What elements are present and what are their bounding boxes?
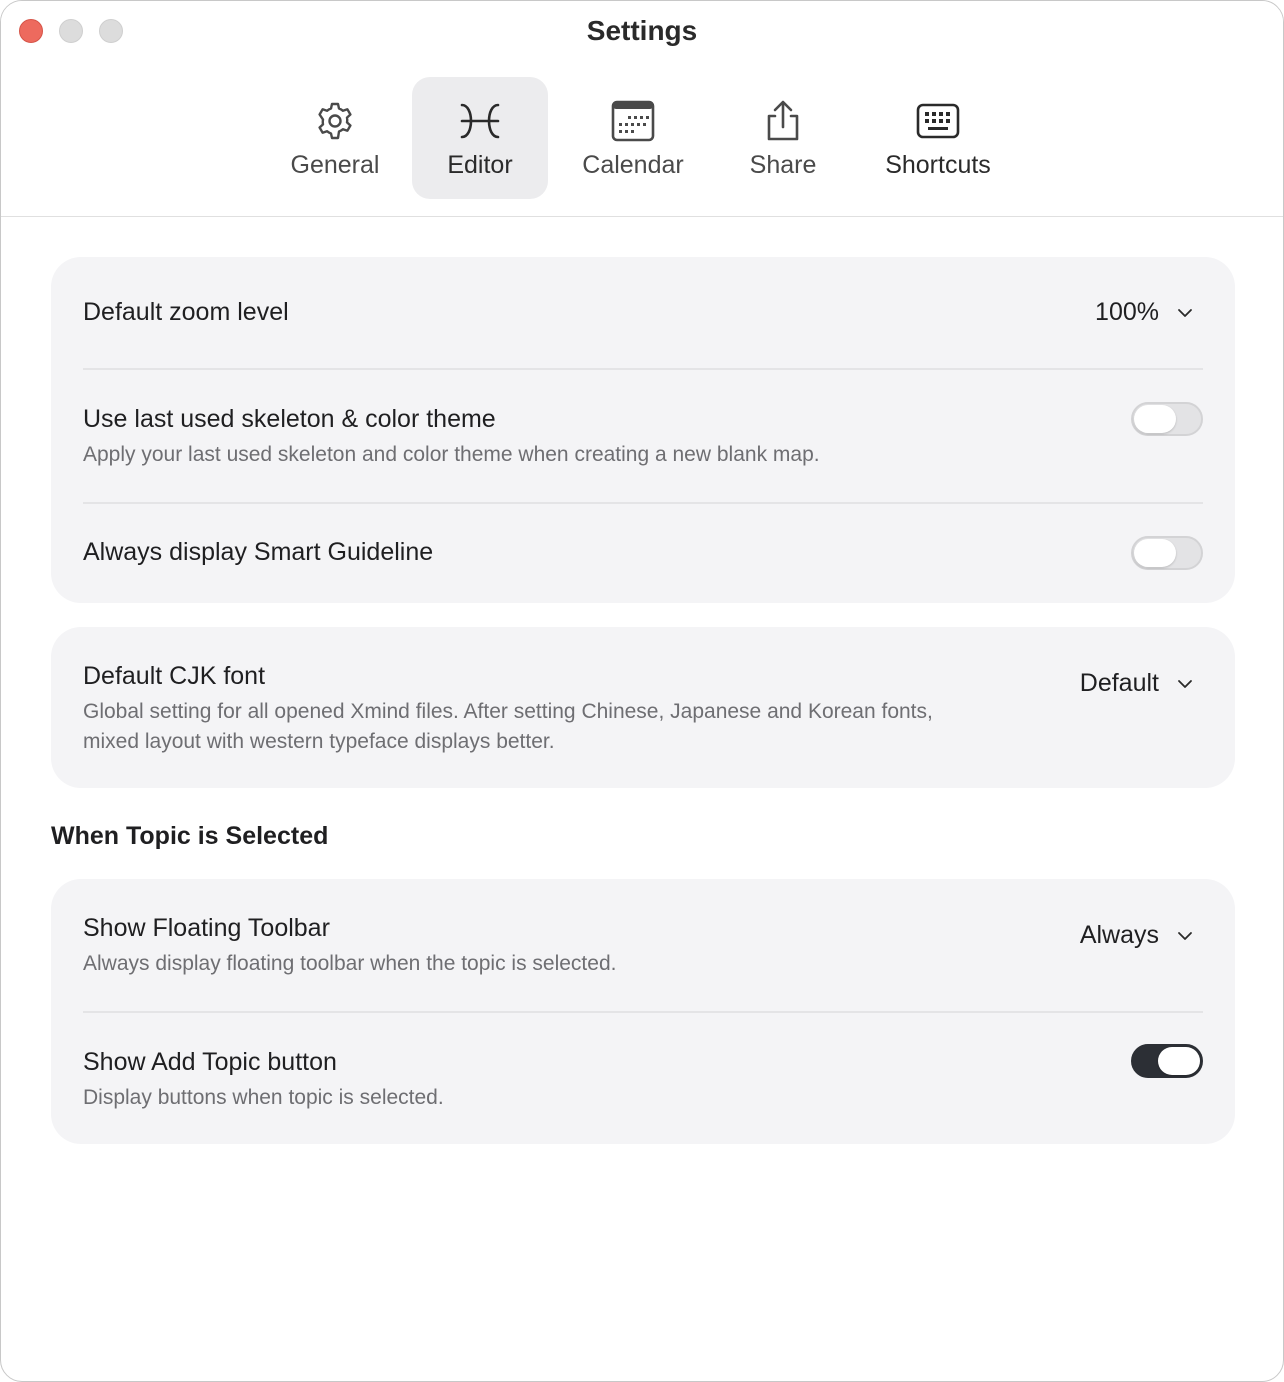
zoom-level-dropdown[interactable]	[1095, 298, 1193, 327]
add-topic-button-label: Show Add Topic button	[83, 1048, 337, 1076]
default-zoom-row	[83, 257, 1203, 369]
tab-calendar[interactable]	[565, 77, 701, 199]
skeleton-theme-row	[83, 370, 1203, 502]
cjk-font-label: Default CJK font	[83, 662, 266, 690]
tab-calendar-label: Calendar	[582, 151, 684, 179]
gear-icon	[313, 99, 357, 143]
add-topic-button-row	[83, 1013, 1203, 1144]
default-zoom-label: Default zoom level	[83, 298, 289, 326]
tab-editor[interactable]	[412, 77, 548, 199]
floating-toolbar-row	[83, 879, 1203, 1011]
settings-tabs	[1, 77, 1283, 199]
share-icon	[761, 99, 805, 143]
cjk-font-description-line1: Global setting for all opened Xmind files. After setting Chinese, Japanese and Korean fonts,	[83, 700, 933, 723]
floating-toolbar-dropdown[interactable]	[1080, 921, 1193, 950]
zoom-level-value: 100%	[1095, 298, 1159, 326]
toggle-knob	[1158, 1047, 1200, 1075]
floating-toolbar-description: Always display floating toolbar when the topic is selected.	[83, 952, 617, 975]
cjk-font-dropdown[interactable]	[1080, 669, 1193, 698]
cjk-font-description-line2: mixed layout with western typeface displays better.	[83, 730, 555, 753]
tab-share[interactable]	[715, 77, 851, 199]
skeleton-theme-description: Apply your last used skeleton and color theme when creating a new blank map.	[83, 443, 820, 466]
smart-guideline-row	[83, 504, 1203, 603]
tab-general-label: General	[290, 151, 380, 179]
skeleton-theme-label: Use last used skeleton & color theme	[83, 405, 496, 433]
toggle-knob	[1134, 539, 1176, 567]
titlebar	[1, 1, 1283, 217]
add-topic-button-description: Display buttons when topic is selected.	[83, 1086, 444, 1109]
chevron-down-icon	[1177, 305, 1193, 321]
floating-toolbar-label: Show Floating Toolbar	[83, 914, 330, 942]
keyboard-icon	[916, 99, 960, 143]
tab-editor-label: Editor	[447, 151, 513, 179]
floating-toolbar-value: Always	[1079, 921, 1159, 949]
skeleton-theme-toggle[interactable]	[1131, 402, 1203, 436]
toggle-knob	[1134, 405, 1176, 433]
chevron-down-icon	[1177, 676, 1193, 692]
smart-guideline-toggle[interactable]	[1131, 536, 1203, 570]
topic-selected-card	[51, 879, 1235, 1144]
cjk-font-row	[83, 627, 1203, 788]
tab-shortcuts-label: Shortcuts	[885, 151, 991, 179]
tab-share-label: Share	[749, 151, 817, 179]
add-topic-button-toggle[interactable]	[1131, 1044, 1203, 1078]
editor-settings-card	[51, 257, 1235, 603]
section-heading: When Topic is Selected	[51, 822, 329, 850]
smart-guideline-label: Always display Smart Guideline	[83, 538, 434, 566]
window-title: Settings	[586, 15, 698, 46]
tab-shortcuts[interactable]	[867, 77, 1009, 199]
cjk-font-card	[51, 627, 1235, 788]
chevron-down-icon	[1177, 928, 1193, 944]
editor-icon	[458, 99, 502, 143]
tab-general[interactable]	[267, 77, 403, 199]
cjk-font-value: Default	[1079, 669, 1159, 697]
calendar-icon	[611, 99, 655, 143]
